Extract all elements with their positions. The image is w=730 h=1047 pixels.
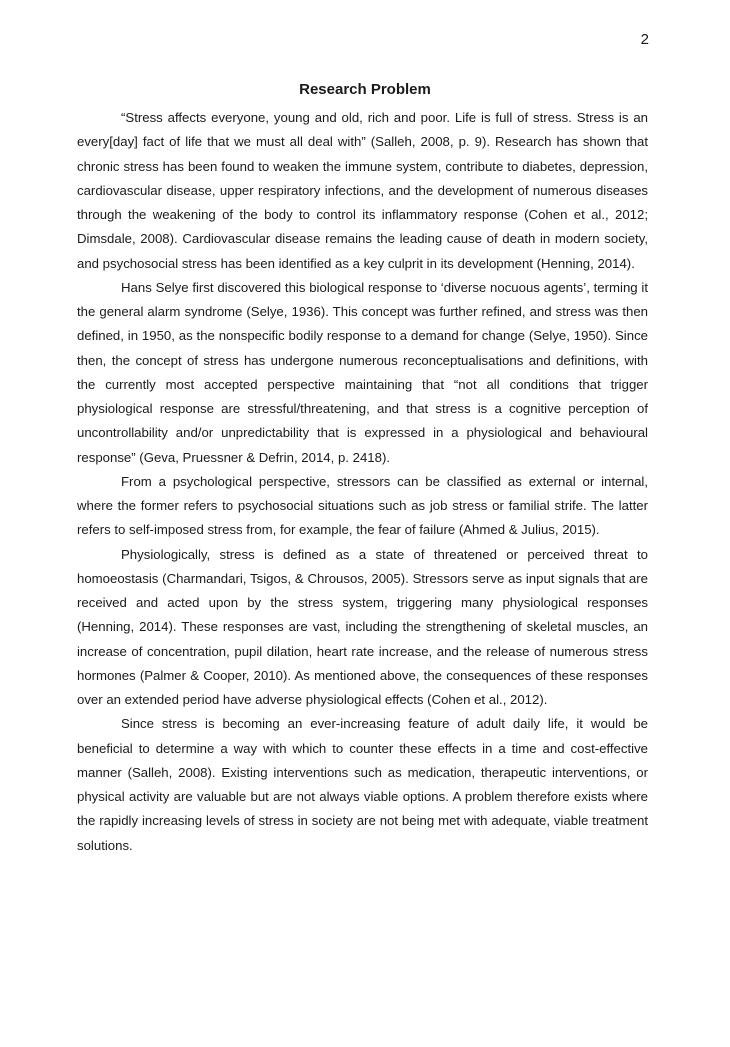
section-heading: Research Problem (299, 81, 431, 98)
paragraph: Since stress is becoming an ever-increasing feature of adult daily life, it would be beneficial to determine a way with which to counter these effects in a time and cost-effective manner (Salleh, 2008). Existing interventions such as medication, therapeutic interventions, or physical activity are valuable but are not always viable options. A problem therefore exists where the rapidly increasing levels of stress in society are not being met with adequate, viable treatment solutions. (77, 716, 648, 853)
paragraph: From a psychological perspective, stressors can be classified as external or internal, where the former refers to psychosocial situations such as job stress or familial strife. The latter refers to self-imposed stress from, for example, the fear of failure (Ahmed & Julius, 2015). (77, 473, 648, 538)
paragraph: “Stress affects everyone, young and old, rich and poor. Life is full of stress. Stress is an every[day] fact of life that we must all deal with” (Salleh, 2008, p. 9). Research has shown that chronic stress has been found to weaken the immune system, contribute to diabetes, depression, cardiovascular disease, upper respiratory infections, and the development of numerous diseases through the weakening of the body to control its inflammatory response (Cohen et al., 2012; Dimsdale, 2008). Cardiovascular disease remains the leading cause of death in modern society, and psychosocial stress has been identified as a key culprit in its development (Henning, 2014). (77, 110, 648, 271)
paragraph: Physiologically, stress is defined as a state of threatened or perceived threat to homoeostasis (Charmandari, Tsigos, & Chrousos, 2005). Stressors serve as input signals that are received and acted upon by the stress system, triggering many physiological responses (Henning, 2014). These responses are vast, including the strengthening of skeletal muscles, an increase of concentration, pupil dilation, heart rate increase, and the release of numerous stress hormones (Palmer & Cooper, 2010). As mentioned above, the consequences of these responses over an extended period have adverse physiological effects (Cohen et al., 2012). (77, 546, 648, 707)
paragraph: Hans Selye first discovered this biological response to ‘diverse nocuous agents’, terming it the general alarm syndrome (Selye, 1936). This concept was further refined, and stress was then defined, in 1950, as the nonspecific bodily response to a demand for change (Selye, 1950). Since then, the concept of stress has undergone numerous reconceptualisations and definitions, with the currently most accepted perspective maintaining that “not all conditions that trigger physiological response are stressful/threatening, and that stress is a cognitive perception of uncontrollability and/or unpredictability that is expressed in a physiological and behavioural response” (Geva, Pruessner & Defrin, 2014, p. 2418). (77, 279, 648, 465)
page-number: 2 (640, 31, 649, 48)
document-body (77, 106, 648, 858)
